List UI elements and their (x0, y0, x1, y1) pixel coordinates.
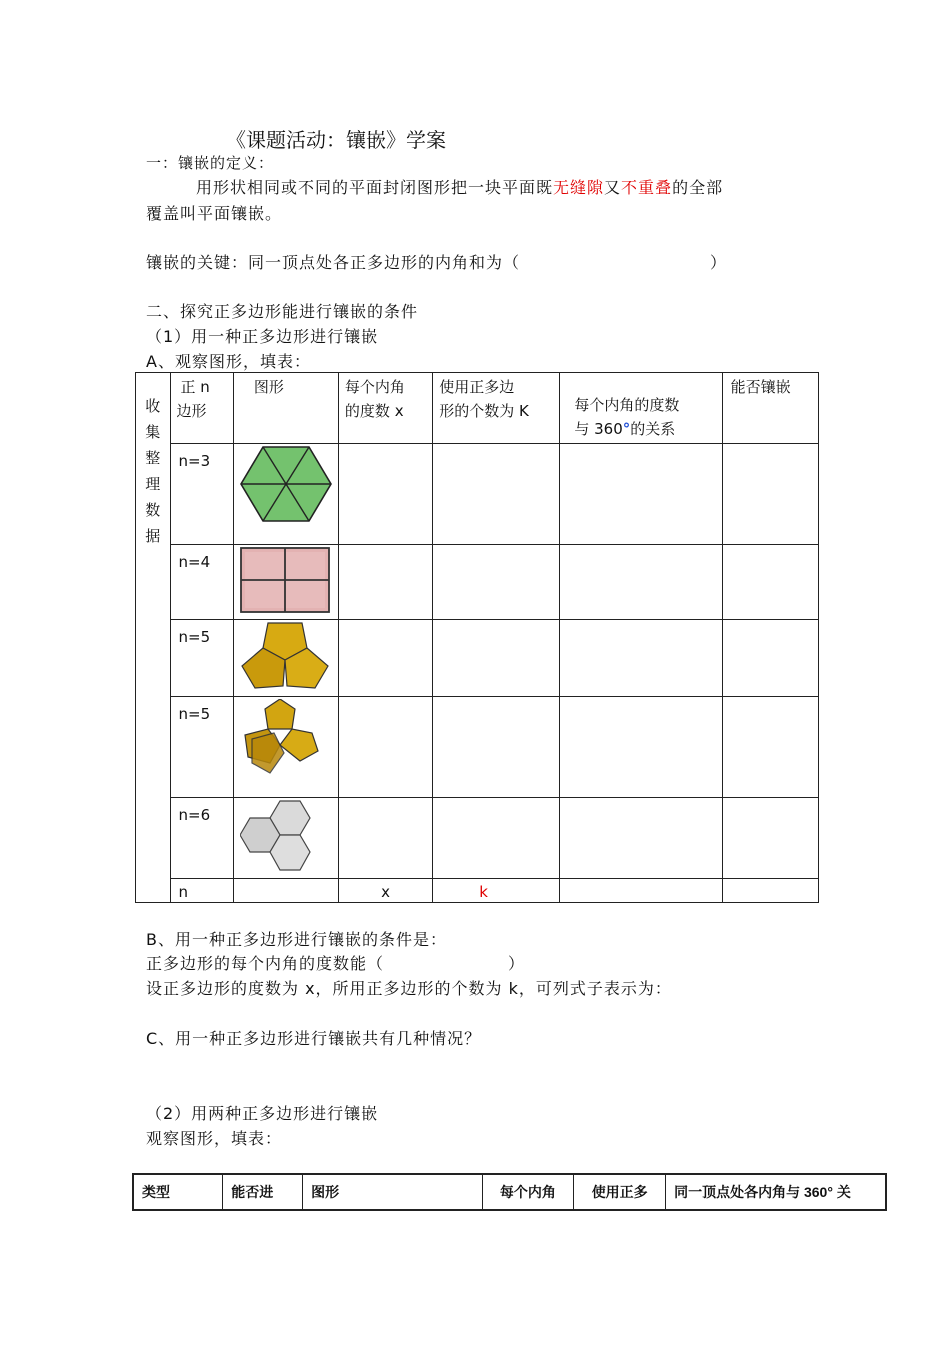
three-pentagons-icon (233, 620, 338, 697)
definition-highlight: 不重叠 (621, 178, 673, 197)
b-line3: 设正多边形的度数为 x，所用正多边形的个数为 k，可列式子表示为： (146, 979, 672, 998)
row-n-label: n=6 (170, 798, 233, 879)
header-type: 类型 (133, 1174, 223, 1210)
definition-text: 又 (604, 178, 622, 197)
header-shape: 图形 (233, 373, 338, 444)
key-line: 镶嵌的关键：同一顶点处各正多边形的内角和为（ (146, 253, 521, 272)
header-count: 使用正多 (574, 1174, 666, 1210)
definition-text: 的全部 (672, 178, 724, 197)
header-angle: 每个内角 (482, 1174, 574, 1210)
section2-heading: 二、探究正多边形能进行镶嵌的条件 (146, 302, 419, 321)
two-polygon-table (132, 1173, 887, 1211)
definition-line1 (196, 175, 723, 198)
section1-heading: 一：镶嵌的定义： (146, 154, 275, 172)
subsection2-heading: （2）用两种正多边形进行镶嵌 (146, 1104, 379, 1123)
cell-x: x (338, 879, 432, 903)
header-count: 使用正多边 形的个数为 K (433, 373, 560, 444)
observe-a-line: A、观察图形，填表： (146, 352, 311, 371)
row-n-label: n=5 (170, 620, 233, 697)
observe-line: 观察图形，填表： (146, 1129, 283, 1148)
c-line: C、用一种正多边形进行镶嵌共有几种情况？ (146, 1029, 482, 1048)
side-label: 收 集 整 理 数 据 (136, 373, 171, 903)
header-sum: 同一顶点处各内角与 360° 关 (666, 1174, 886, 1210)
three-hexagons-icon (233, 798, 338, 879)
b-line1: B、用一种正多边形进行镶嵌的条件是： (146, 930, 447, 949)
row-n-label: n=4 (170, 545, 233, 620)
header-shape: 图形 (303, 1174, 482, 1210)
row-n-label: n (170, 879, 233, 903)
four-pentagons-overlap-icon (233, 697, 338, 798)
b-line2: 正多边形的每个内角的度数能（ (146, 954, 385, 973)
row-n-label: n=5 (170, 697, 233, 798)
key-close: ） (710, 253, 728, 272)
header-relation: 每个内角的度数 与 360°的关系 (560, 373, 722, 444)
four-squares-icon (233, 545, 338, 620)
header-n: 正 n 边形 (170, 373, 233, 444)
tessellation-table (135, 372, 819, 903)
page-title: 《课题活动：镶嵌》学案 (226, 128, 446, 152)
definition-line2: 覆盖叫平面镶嵌。 (146, 204, 283, 223)
header-can-tessellate: 能否镶嵌 (722, 373, 818, 444)
triangle-hexagon-icon (233, 444, 338, 545)
definition-highlight: 无缝隙 (553, 178, 605, 197)
header-angle: 每个内角 的度数 x (338, 373, 432, 444)
b-line2-close: ） (508, 954, 526, 973)
header-can: 能否进 (223, 1174, 303, 1210)
definition-text: 用形状相同或不同的平面封闭图形把一块平面既 (196, 178, 554, 197)
row-n-label: n=3 (170, 444, 233, 545)
subsection1-heading: （1）用一种正多边形进行镶嵌 (146, 327, 379, 346)
cell-k: k (433, 879, 560, 903)
